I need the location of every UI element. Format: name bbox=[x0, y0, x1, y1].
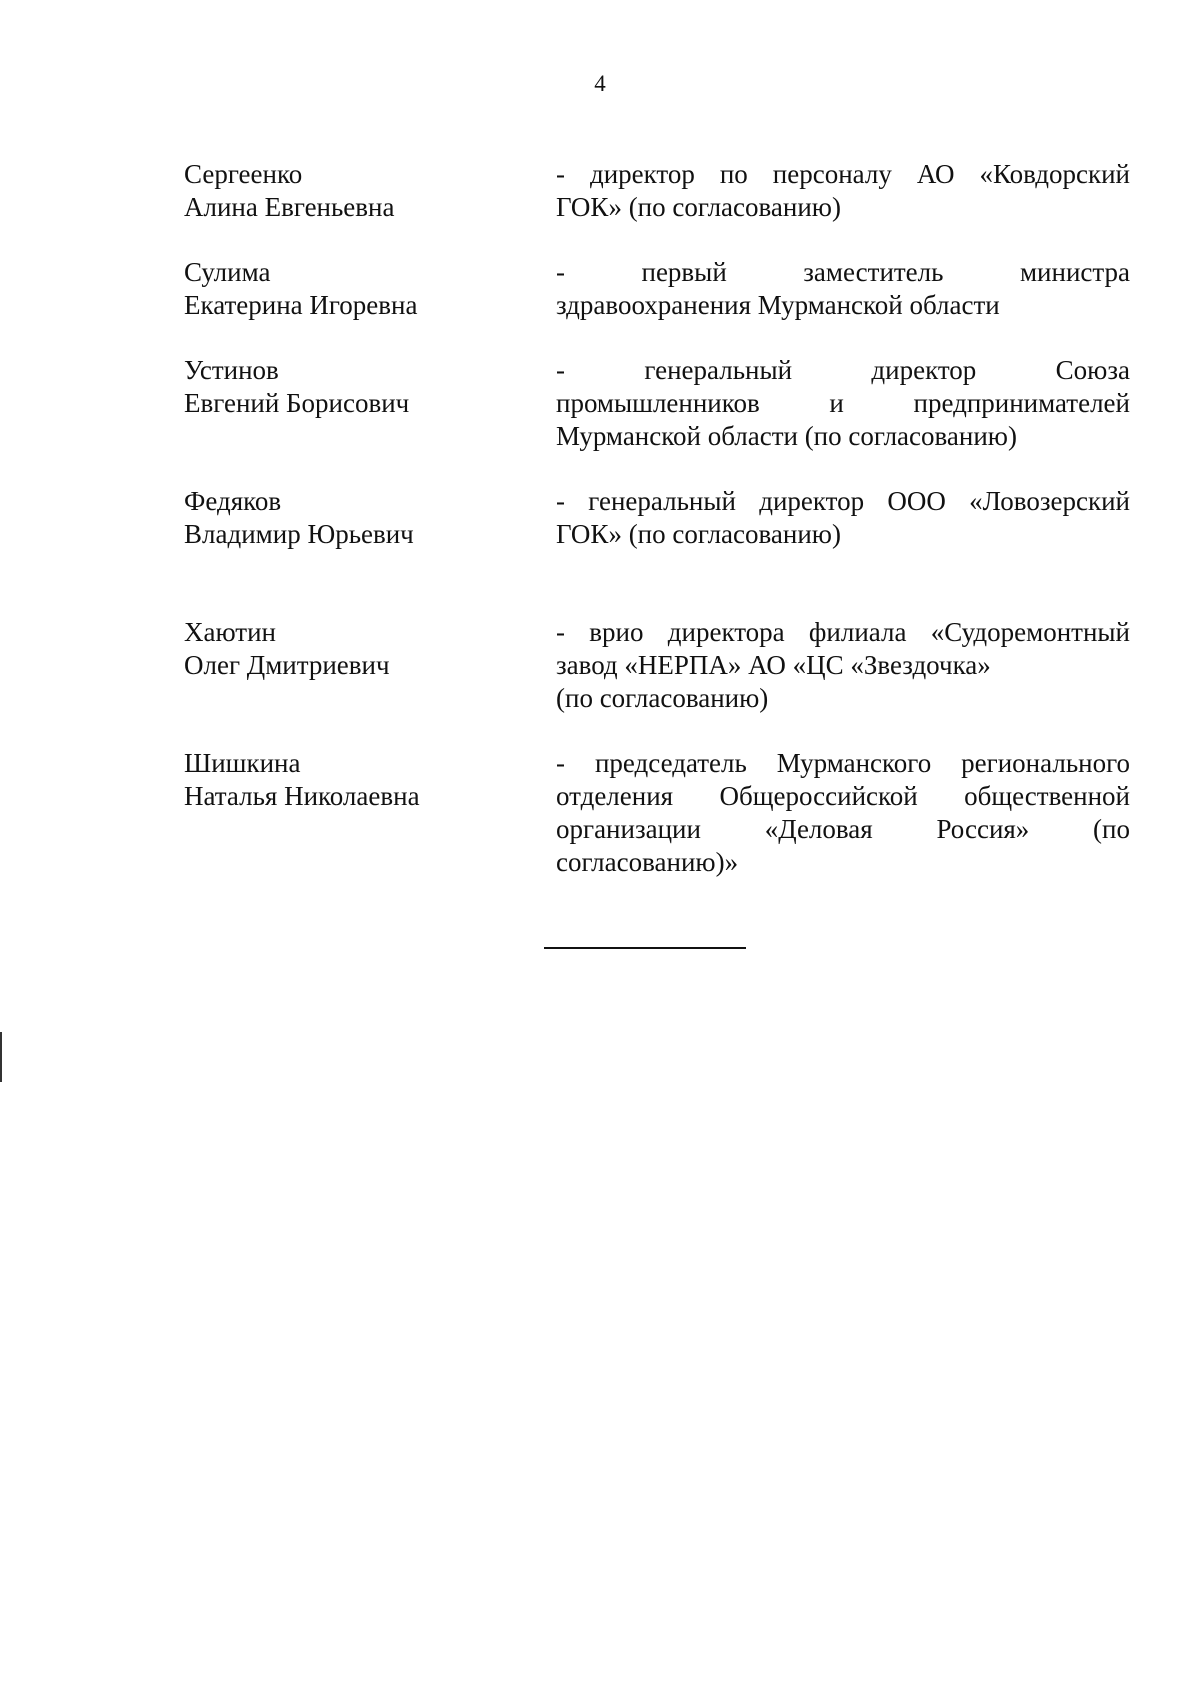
position-line: согласованию)» bbox=[556, 847, 739, 877]
member-name bbox=[184, 485, 524, 551]
position-line: промышленников и предпринимателей bbox=[556, 388, 1130, 418]
position-line: - председатель Мурманского регионального bbox=[556, 748, 1130, 778]
position-line: Мурманской области (по согласованию) bbox=[556, 421, 1017, 451]
position-line: ГОК» (по согласованию) bbox=[556, 192, 841, 222]
member-position bbox=[556, 354, 1130, 453]
member-given-names: Екатерина Игоревна bbox=[184, 290, 418, 320]
member-position bbox=[556, 158, 1130, 224]
position-line: отделения Общероссийской общественной bbox=[556, 781, 1130, 811]
scan-margin-mark bbox=[0, 1032, 2, 1082]
member-surname: Сергеенко bbox=[184, 159, 303, 189]
position-line: ГОК» (по согласованию) bbox=[556, 519, 841, 549]
member-surname: Сулима bbox=[184, 257, 271, 287]
member-position bbox=[556, 485, 1130, 551]
closing-rule bbox=[544, 947, 746, 949]
member-name bbox=[184, 256, 524, 322]
position-line: здравоохранения Мурманской области bbox=[556, 290, 1000, 320]
member-given-names: Олег Дмитриевич bbox=[184, 650, 390, 680]
position-line: - первый заместитель министра bbox=[556, 257, 1130, 287]
position-line: - директор по персоналу АО «Ковдорский bbox=[556, 159, 1130, 189]
member-position bbox=[556, 747, 1130, 879]
position-line: завод «НЕРПА» АО «ЦС «Звездочка» bbox=[556, 650, 991, 680]
member-position bbox=[556, 616, 1130, 715]
member-given-names: Алина Евгеньевна bbox=[184, 192, 395, 222]
position-line: (по согласованию) bbox=[556, 683, 769, 713]
position-line: - генеральный директор ООО «Ловозерский bbox=[556, 486, 1130, 516]
member-given-names: Наталья Николаевна bbox=[184, 781, 420, 811]
member-name bbox=[184, 616, 524, 682]
member-surname: Федяков bbox=[184, 486, 282, 516]
member-surname: Хаютин bbox=[184, 617, 276, 647]
position-line: организации «Деловая Россия» (по bbox=[556, 814, 1130, 844]
member-given-names: Владимир Юрьевич bbox=[184, 519, 414, 549]
position-line: - генеральный директор Союза bbox=[556, 355, 1130, 385]
member-given-names: Евгений Борисович bbox=[184, 388, 410, 418]
position-line: - врио директора филиала «Судоремонтный bbox=[556, 617, 1130, 647]
page-number: 4 bbox=[594, 71, 606, 96]
member-position bbox=[556, 256, 1130, 322]
member-name bbox=[184, 158, 524, 224]
member-name bbox=[184, 354, 524, 420]
member-name bbox=[184, 747, 524, 813]
member-surname: Шишкина bbox=[184, 748, 301, 778]
member-surname: Устинов bbox=[184, 355, 279, 385]
